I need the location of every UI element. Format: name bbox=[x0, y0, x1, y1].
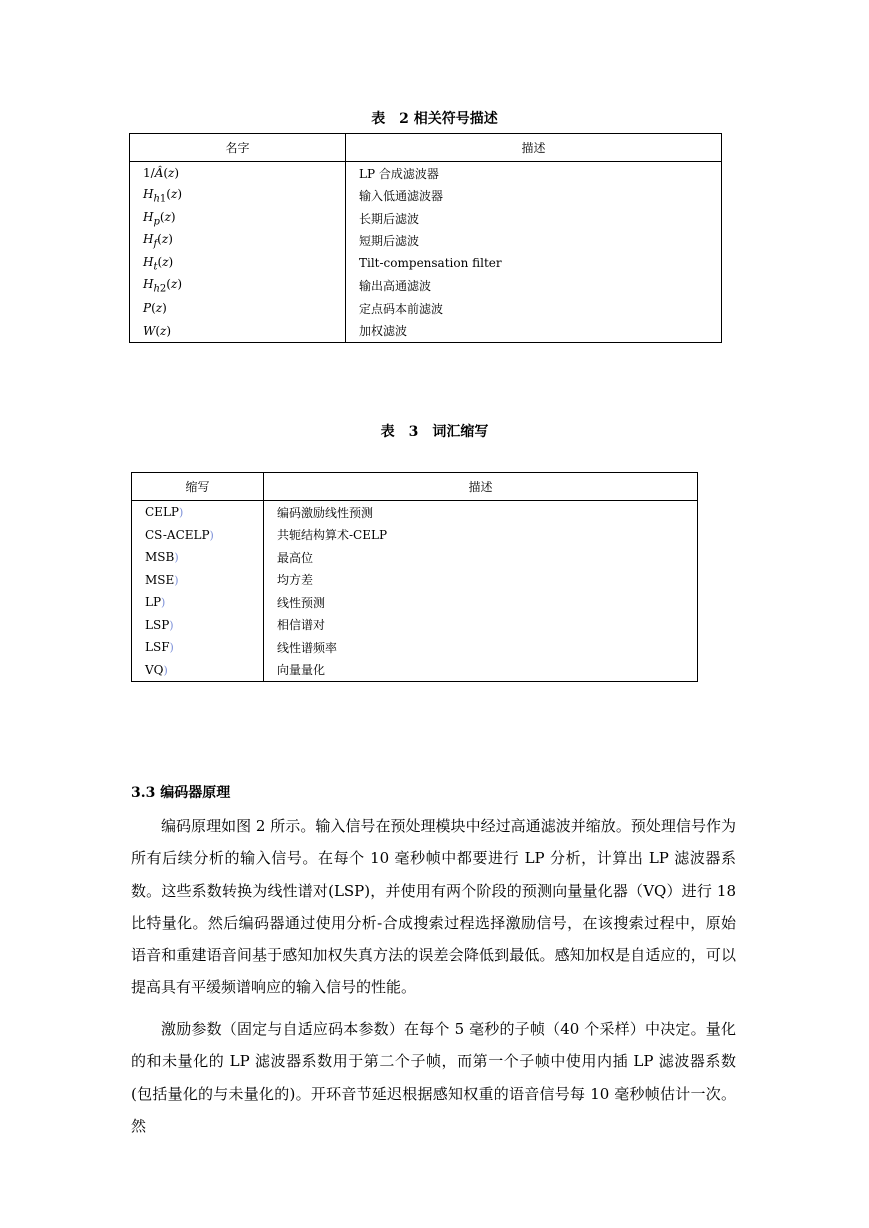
abbr-cell: CELP) bbox=[145, 505, 184, 520]
abbr-desc: 均方差 bbox=[264, 569, 698, 592]
symbol-desc: 输入低通滤波器 bbox=[346, 185, 722, 208]
body-paragraph: 激励参数（固定与自适应码本参数）在每个 5 毫秒的子帧（40 个采样）中决定。量化的和未量化的 LP 滤波器系数用于第二个子帧，而第一个子帧中使用内插 LP 滤波器系数(包括量化的与未量化的)。开环音节延迟根据感知权重的语音信号每 10 毫秒帧估计一次。然 bbox=[131, 1020, 736, 1135]
symbol-desc: 加权滤波 bbox=[346, 320, 722, 343]
symbol-desc: Tilt-compensation filter bbox=[346, 252, 722, 275]
table-row bbox=[132, 636, 698, 659]
symbol-desc: 长期后滤波 bbox=[346, 207, 722, 230]
table-row bbox=[130, 162, 722, 185]
table2-header-desc: 描述 bbox=[346, 134, 722, 162]
text-marker-icon: ) bbox=[209, 528, 214, 542]
abbr-desc: 相信谱对 bbox=[264, 614, 698, 637]
abbr-desc: 共轭结构算术-CELP bbox=[264, 524, 698, 547]
text-marker-icon: ) bbox=[163, 663, 168, 677]
symbol-name: 1/Â(z) bbox=[143, 166, 180, 181]
table3-header-desc: 描述 bbox=[264, 473, 698, 501]
abbr-desc: 线性预测 bbox=[264, 591, 698, 614]
symbol-desc: 短期后滤波 bbox=[346, 230, 722, 253]
symbol-name: P(z) bbox=[143, 301, 167, 316]
table-row bbox=[130, 252, 722, 275]
abbr-cell: LSP) bbox=[145, 617, 174, 632]
text-marker-icon: ) bbox=[161, 596, 166, 610]
symbol-name: $H_{h1}(z)$ bbox=[143, 187, 182, 205]
section-heading: 3.3 编码器原理 bbox=[131, 785, 231, 801]
symbol-desc: 输出高通滤波 bbox=[346, 275, 722, 298]
table-row bbox=[132, 501, 698, 524]
abbr-desc: 最高位 bbox=[264, 546, 698, 569]
table-row bbox=[130, 207, 722, 230]
table-row bbox=[130, 320, 722, 343]
body-paragraph: 编码原理如图 2 所示。输入信号在预处理模块中经过高通滤波并缩放。预处理信号作为所有后续分析的输入信号。在每个 10 毫秒帧中都要进行 LP 分析，计算出 LP 滤波器系数。这些系数转换为线性谱对(LSP)，并使用有两个阶段的预测向量量化器（VQ）进行 18 比特量化。然后编码器通过使用分析-合成搜索过程选择激励信号，在该搜索过程中，原始语音和重建语音间基于感知加权失真方法的误差会降低到最低。感知加权是自适应的，可以提高具有平缓频谱响应的输入信号的性能。 bbox=[131, 817, 736, 997]
table-row bbox=[132, 524, 698, 547]
table-row bbox=[132, 546, 698, 569]
abbr-cell: CS-ACELP) bbox=[145, 527, 214, 542]
symbol-desc: 定点码本前滤波 bbox=[346, 297, 722, 320]
table-row bbox=[132, 569, 698, 592]
table2-caption: 表 2 相关符号描述 bbox=[371, 111, 498, 127]
table-row bbox=[130, 230, 722, 253]
text-marker-icon: ) bbox=[169, 618, 174, 632]
abbr-desc: 线性谱频率 bbox=[264, 636, 698, 659]
text-marker-icon: ) bbox=[178, 506, 184, 520]
table-row bbox=[130, 185, 722, 208]
table3 bbox=[131, 472, 698, 682]
abbr-cell: LSF) bbox=[145, 640, 174, 655]
symbol-name: $H_t(z)$ bbox=[143, 254, 174, 272]
abbr-desc: 向量量化 bbox=[264, 659, 698, 682]
table-row bbox=[130, 275, 722, 298]
text-marker-icon: ) bbox=[174, 551, 179, 565]
table-row bbox=[132, 659, 698, 682]
symbol-name: $H_p(z)$ bbox=[143, 209, 176, 227]
abbr-cell: LP) bbox=[145, 595, 166, 610]
table3-header-abbr: 缩写 bbox=[132, 473, 264, 501]
table-row bbox=[132, 591, 698, 614]
table3-caption: 表 3 词汇缩写 bbox=[380, 424, 489, 440]
table-row bbox=[130, 297, 722, 320]
abbr-desc: 编码激励线性预测 bbox=[264, 501, 698, 524]
symbol-name: $H_{h2}(z)$ bbox=[143, 277, 182, 295]
abbr-cell: MSB) bbox=[145, 550, 179, 565]
table2-header-name: 名字 bbox=[130, 134, 346, 162]
symbol-name: W(z) bbox=[143, 323, 172, 338]
abbr-cell: MSE) bbox=[145, 572, 179, 587]
text-marker-icon: ) bbox=[174, 573, 179, 587]
text-marker-icon: ) bbox=[169, 641, 174, 655]
table2 bbox=[129, 133, 722, 343]
abbr-cell: VQ) bbox=[145, 662, 168, 677]
symbol-desc: LP 合成滤波器 bbox=[346, 162, 722, 185]
table-row bbox=[132, 614, 698, 637]
symbol-name: $H_f(z)$ bbox=[143, 232, 173, 250]
